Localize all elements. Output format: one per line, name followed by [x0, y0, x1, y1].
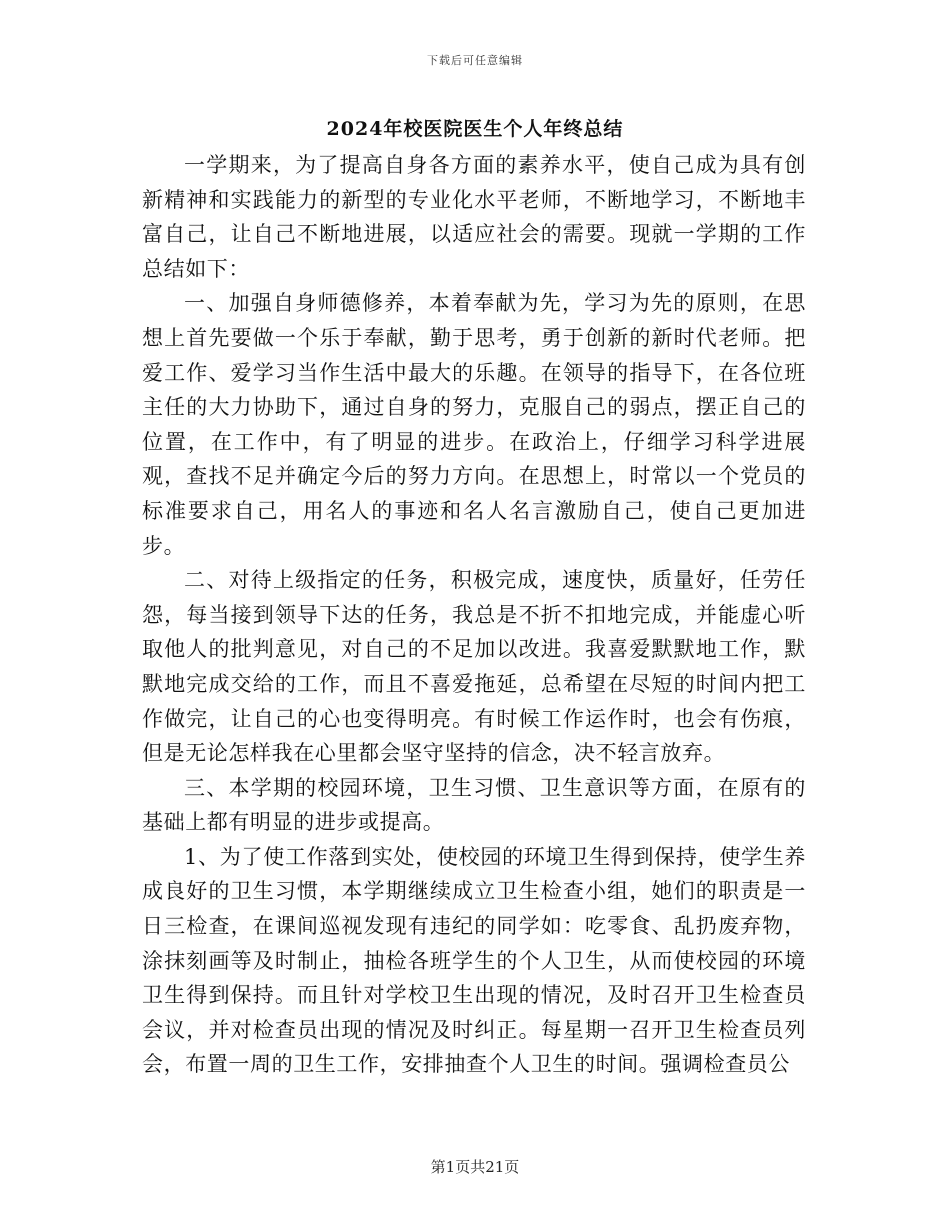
document-title: 2024年校医院医生个人年终总结: [326, 118, 624, 140]
document-body: [142, 148, 806, 1082]
paragraph-section-3: 三、本学期的校园环境，卫生习惯、卫生意识等方面，在原有的基础上都有明显的进步或提高。: [142, 775, 806, 835]
paragraph-section-1: 一、加强自身师德修养，本着奉献为先，学习为先的原则，在思想上首先要做一个乐于奉献，勤于思考，勇于创新的新时代老师。把爱工作、爱学习当作生活中最大的乐趣。在领导的指导下，在各位班主任的大力协助下，通过自身的努力，克服自己的弱点，摆正自己的位置，在工作中，有了明显的进步。在政治上，仔细学习科学进展观，查找不足并确定今后的努力方向。在思想上，时常以一个党员的标准要求自己，用名人的事迹和名人名言激励自己，使自己更加进步。: [142, 291, 806, 558]
header-note: 下载后可任意编辑: [427, 54, 523, 67]
paragraph-section-2: 二、对待上级指定的任务，积极完成，速度快，质量好，任劳任怨，每当接到领导下达的任务，我总是不折不扣地完成，并能虚心听取他人的批判意见，对自己的不足加以改进。我喜爱默默地工作，默默地完成交给的工作，而且不喜爱拖延，总希望在尽短的时间内把工作做完，让自己的心也变得明亮。有时候工作运作时，也会有伤痕，但是无论怎样我在心里都会坚守坚持的信念，决不轻言放弃。: [142, 568, 806, 766]
paragraph-intro: 一学期来，为了提高自身各方面的素养水平，使自己成为具有创新精神和实践能力的新型的专业化水平老师，不断地学习，不断地丰富自己，让自己不断地进展，以适应社会的需要。现就一学期的工作总结如下：: [142, 153, 806, 281]
page-number-footer: 第1页共21页: [430, 1158, 520, 1176]
paragraph-item-1: 1、为了使工作落到实处，使校园的环境卫生得到保持，使学生养成良好的卫生习惯，本学期继续成立卫生检查小组，她们的职责是一日三检查，在课间巡视发现有违纪的同学如：吃零食、乱扔废弃物，涂抹刻画等及时制止，抽检各班学生的个人卫生，从而使校园的环境卫生得到保持。而且针对学校卫生出现的情况，及时召开卫生检查员会议，并对检查员出现的情况及时纠正。每星期一召开卫生检查员列会，布置一周的卫生工作，安排抽查个人卫生的时间。强调检查员公: [142, 844, 806, 1077]
